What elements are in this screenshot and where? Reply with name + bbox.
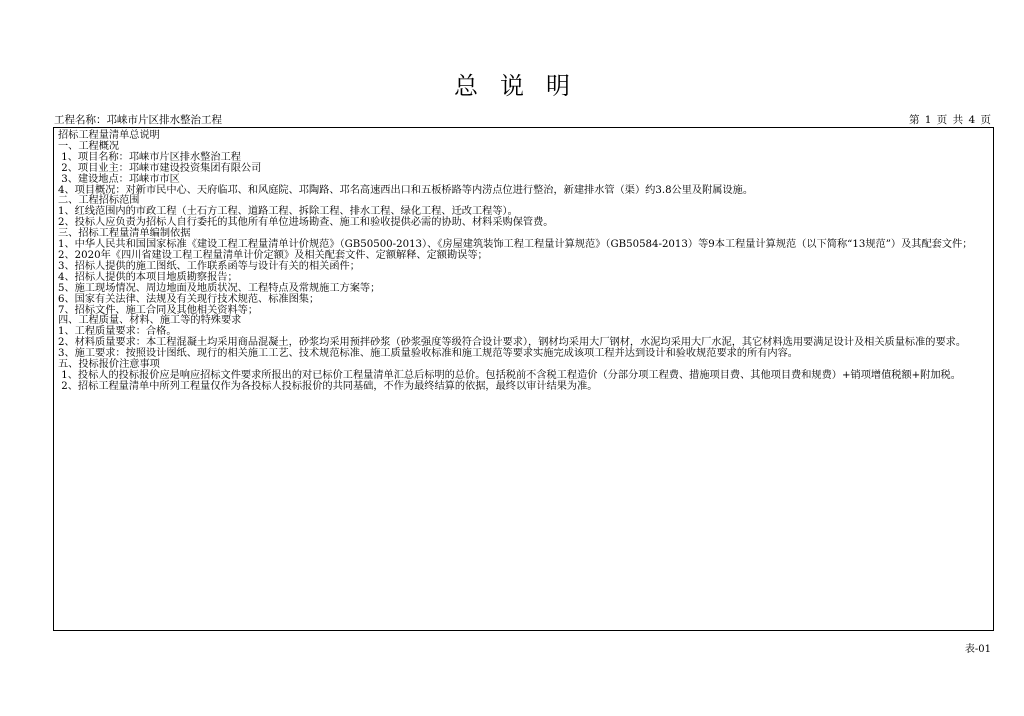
description-line: 1、项目名称：邛崃市片区排水整治工程 <box>58 151 241 163</box>
description-line: 4、项目概况：对新市民中心、天府临邛、和风庭院、邛陶路、邛名高速西出口和五板桥路等内涝点位进行整治，新建排水管（渠）约3.8公里及附属设施。 <box>58 184 754 196</box>
description-line: 四、工程质量、材料、施工等的特殊要求 <box>58 315 242 327</box>
description-line: 3、建设地点：邛崃市市区 <box>58 173 180 185</box>
description-line: 1、中华人民共和国国家标准《建设工程工程量清单计价规范》（GB50500-2013）、《房屋建筑装饰工程工程量计算规范》（GB50584-2013）等9本工程量计算规范（以下简称“13规范”）及其配套文件； <box>58 239 973 251</box>
description-line: 3、招标人提供的施工图纸、工作联系函等与设计有关的相关函件； <box>58 260 360 272</box>
description-line: 二、工程招标范围 <box>58 195 140 207</box>
description-box <box>53 127 994 631</box>
page-title: 总说明 <box>454 72 592 100</box>
description-line: 1、工程质量要求：合格。 <box>58 326 177 338</box>
description-line: 2、2020年《四川省建设工程工程量清单计价定额》及相关配套文件、定额解释、定额勘误等； <box>58 249 488 261</box>
description-line: 三、招标工程量清单编制依据 <box>58 228 191 240</box>
project-name: 工程名称：邛崃市片区排水整治工程 <box>54 114 222 126</box>
description-line: 1、红线范围内的市政工程（土石方工程、道路工程、拆除工程、排水工程、绿化工程、迁改工程等）。 <box>58 206 518 218</box>
description-line: 2、材料质量要求：本工程混凝土均采用商品混凝土，砂浆均采用预拌砂浆（砂浆强度等级符合设计要求），钢材均采用大厂钢材，水泥均采用大厂水泥，其它材料选用要满足设计及相关质量标准的要求。 <box>58 337 967 349</box>
form-number: 表-01 <box>964 644 991 655</box>
description-line: 6、国家有关法律、法规及有关现行技术规范、标准图集； <box>58 293 320 305</box>
description-line: 2、项目业主：邛崃市建设投资集团有限公司 <box>58 162 262 174</box>
description-line: 五、投标报价注意事项 <box>58 359 160 371</box>
description-content <box>58 131 987 393</box>
description-line: 一、工程概况 <box>58 140 120 152</box>
description-line: 3、施工要求：按照设计图纸、现行的相关施工工艺、技术规范标准、施工质量验收标准和施工规范等要求实施完成该项工程并达到设计和验收规范要求的所有内容。 <box>58 348 798 360</box>
page-indicator: 第 1 页 共 4 页 <box>908 114 991 126</box>
description-line: 5、施工现场情况、周边地面及地质状况、工程特点及常规施工方案等； <box>58 282 381 294</box>
description-line: 1、投标人的投标报价应是响应招标文件要求所报出的对已标价工程量清单汇总后标明的总价。包括税前不含税工程造价（分部分项工程费、措施项目费、其他项目费和规费）+销项增值税额+附加税。 <box>58 369 961 381</box>
description-line: 4、招标人提供的本项目地质勘察报告； <box>58 271 238 283</box>
description-line: 招标工程量清单总说明 <box>58 130 160 141</box>
description-line: 7、招标文件、施工合同及其他相关资料等； <box>58 304 259 316</box>
description-line: 2、投标人应负责为招标人自行委托的其他所有单位进场勘查、施工和验收提供必需的协助、材料采购保管费。 <box>58 217 554 229</box>
description-line: 2、招标工程量清单中所列工程量仅作为各投标人投标报价的共同基础，不作为最终结算的依据，最终以审计结果为准。 <box>58 380 598 392</box>
